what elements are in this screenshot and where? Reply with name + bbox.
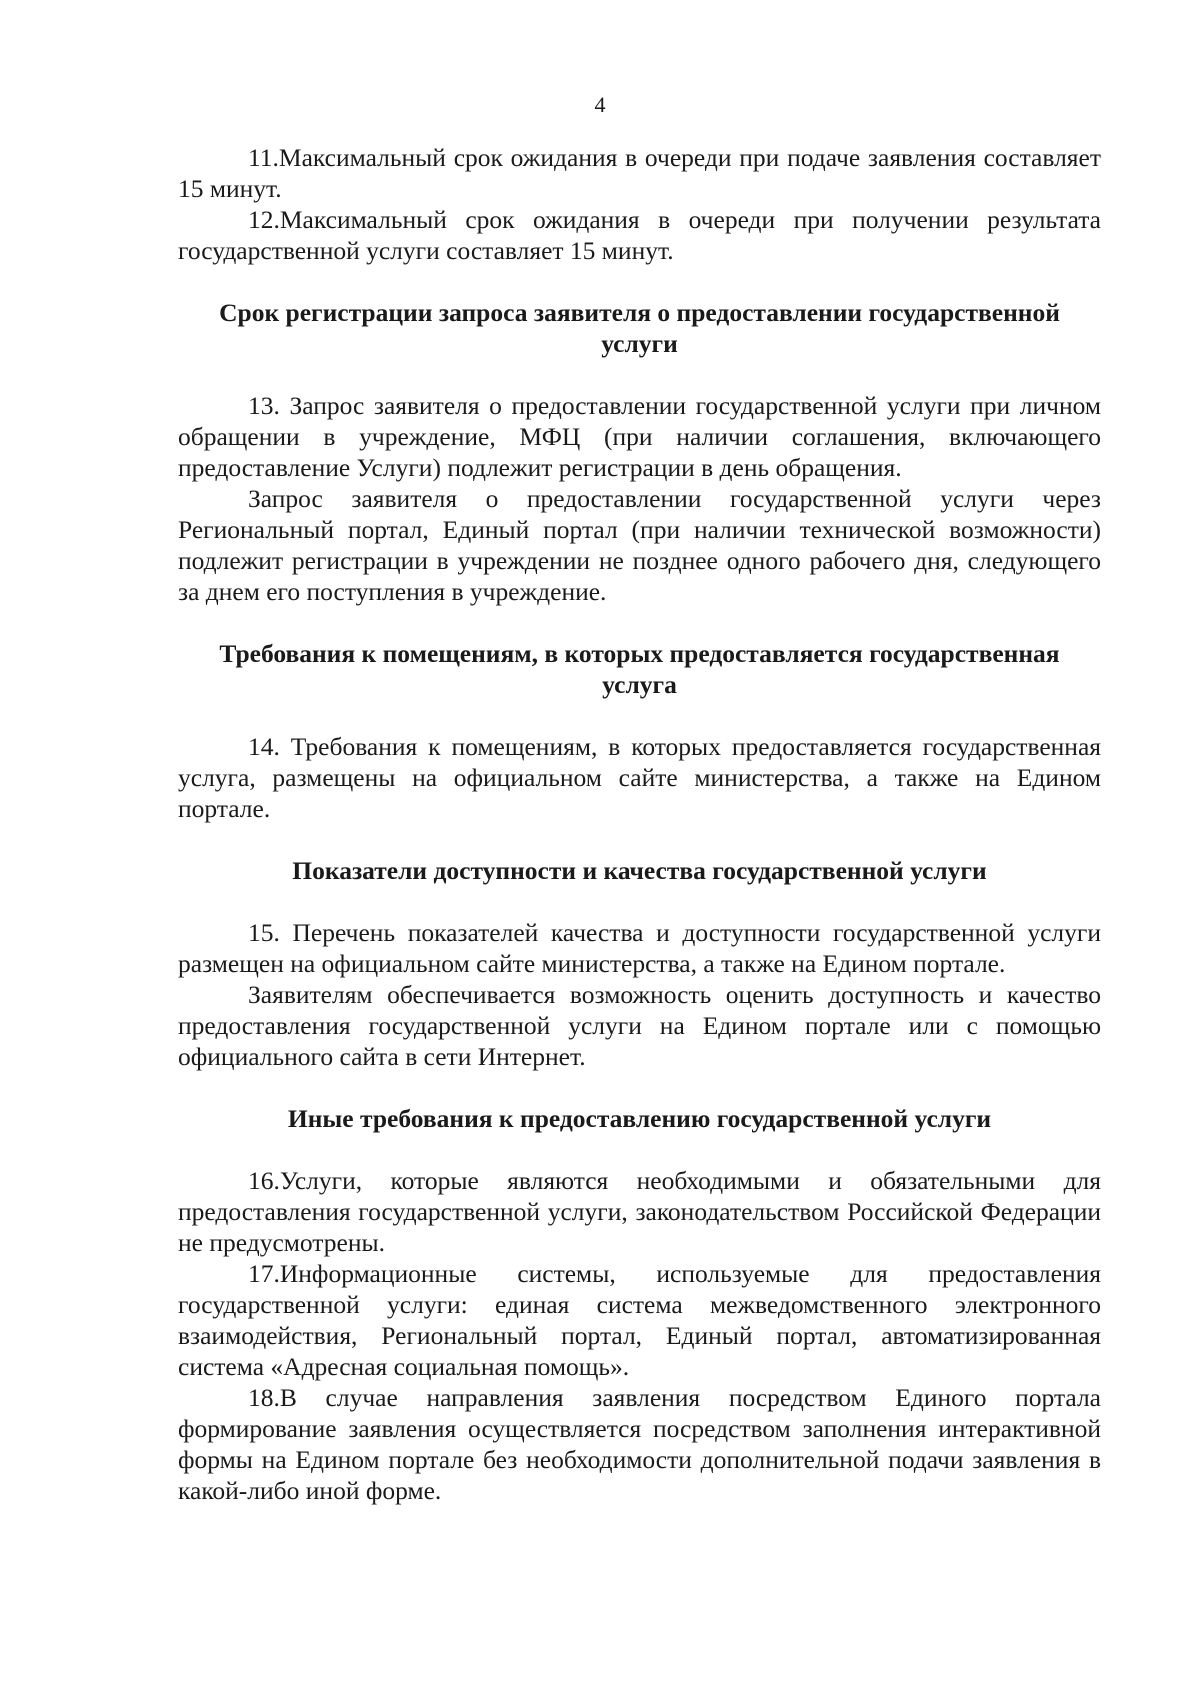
heading-quality-indicators: Показатели доступности и качества государственной услуги [292,856,987,885]
paragraph-14: 14. Требования к помещениям, в которых предоставляется государственная услуга, размещены на официальном сайте министерства, а также на Едином портале. [178,732,1101,823]
heading-registration-term: Срок регистрации запроса заявителя о предоставлении государственной услуги [219,298,1060,358]
heading-premises-requirements: Требования к помещениям, в которых предоставляется государственная услуга [219,639,1060,699]
paragraph-11: 11.Максимальный срок ожидания в очереди при подаче заявления составляет 15 минут. [178,143,1101,203]
paragraph-12: 12.Максимальный срок ожидания в очереди при получении результата государственной услуги составляет 15 минут. [178,205,1101,265]
paragraph-17: 17.Информационные системы, используемые для предоставления государственной услуги: единая система межведомственного электронного взаимодействия, Региональный портал, Единый портал, автоматизированная система «Адресная социальная помощь». [178,1259,1101,1381]
paragraph-15-assessment: Заявителям обеспечивается возможность оценить доступность и качество предоставления государственной услуги на Едином портале или с помощью официального сайта в сети Интернет. [178,980,1101,1071]
document-body [178,142,1101,1506]
heading-other-requirements: Иные требования к предоставлению государственной услуги [287,1104,992,1133]
page-number: 4 [594,92,606,117]
paragraph-18: 18.В случае направления заявления посредством Единого портала формирование заявления осуществляется посредством заполнения интерактивной формы на Едином портале без необходимости дополнительной подачи заявления в какой-либо иной форме. [178,1383,1101,1505]
paragraph-16: 16.Услуги, которые являются необходимыми и обязательными для предоставления государственной услуги, законодательством Российской Федерации не предусмотрены. [178,1166,1101,1257]
paragraph-13-portal: Запрос заявителя о предоставлении государственной услуги через Региональный портал, Единый портал (при наличии технической возможности) подлежит регистрации в учреждении не позднее одного рабочего дня, следующего за днем его поступления в учреждение. [178,484,1101,606]
paragraph-15-list: 15. Перечень показателей качества и доступности государственной услуги размещен на официальном сайте министерства, а также на Едином портале. [178,918,1101,978]
paragraph-13-personal: 13. Запрос заявителя о предоставлении государственной услуги при личном обращении в учреждение, МФЦ (при наличии соглашения, включающего предоставление Услуги) подлежит регистрации в день обращения. [178,391,1101,482]
